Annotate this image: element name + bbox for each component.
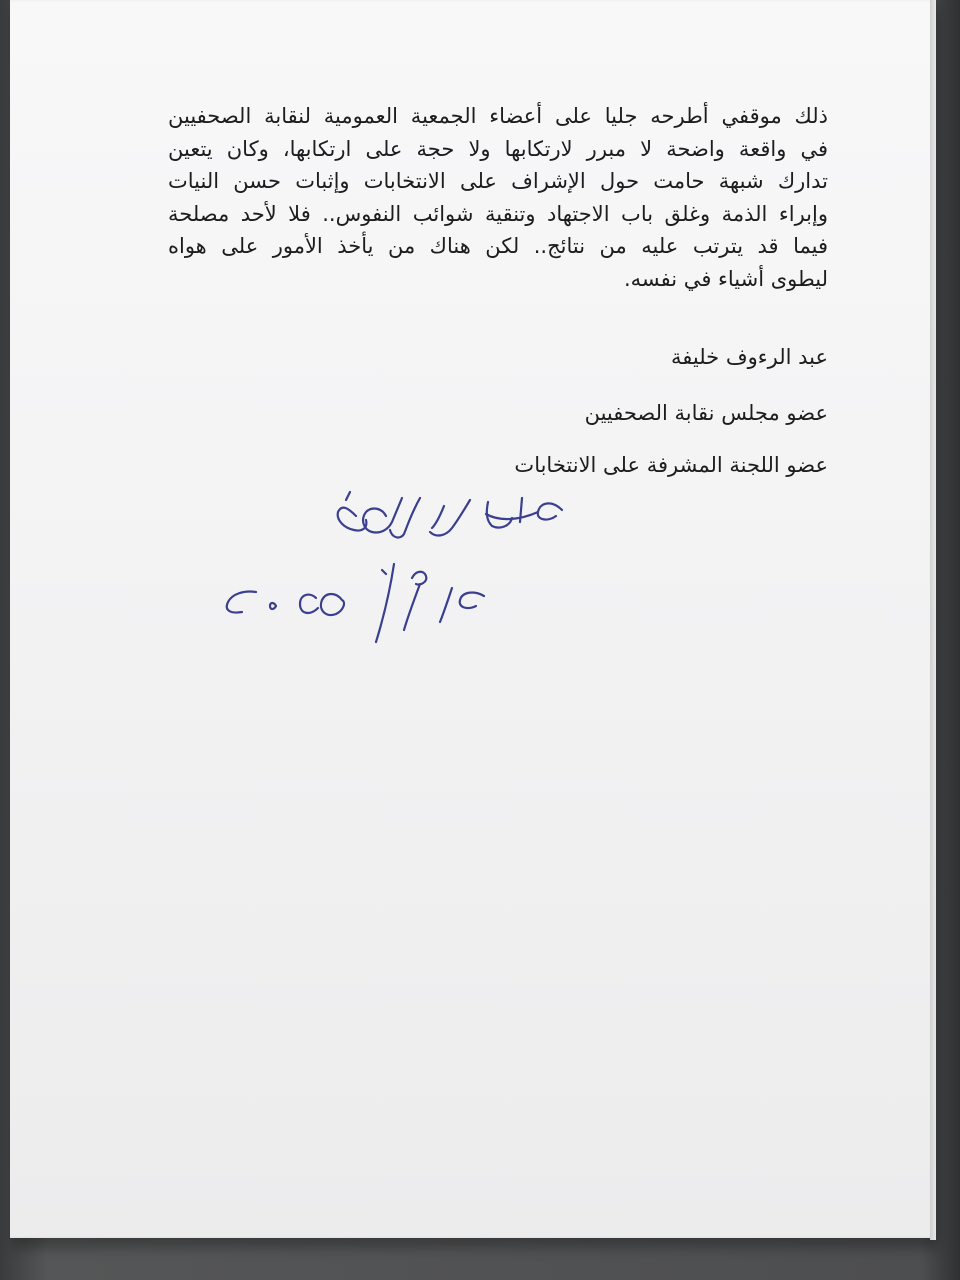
signatory-name: عبد الرءوف خليفة [671, 345, 828, 369]
signatory-committee: عضو اللجنة المشرفة على الانتخابات [514, 453, 828, 477]
letter-line: تدارك شبهة حامت حول الإشراف على الانتخابات وإثبات حسن النيات [168, 169, 828, 193]
letter-line: في واقعة واضحة لا مبرر لارتكابها ولا حجة على ارتكابها، وكان يتعين [168, 136, 828, 161]
paper-edge [930, 0, 936, 1240]
letter-line: وإبراء الذمة وغلق باب الاجتهاد وتنقية شوائب النفوس.. فلا لأحد مصلحة [168, 201, 828, 226]
letter-line: ليطوى أشياء في نفسه. [624, 266, 828, 291]
letter-line: فيما قد يترتب عليه من نتائج.. لكن هناك من يأخذ الأمور على هواه [168, 234, 828, 258]
letter-body [168, 100, 828, 295]
letter-line: ذلك موقفي أطرحه جليا على أعضاء الجمعية العمومية لنقابة الصحفيين [168, 104, 828, 128]
signatory-role: عضو مجلس نقابة الصحفيين [584, 401, 828, 425]
